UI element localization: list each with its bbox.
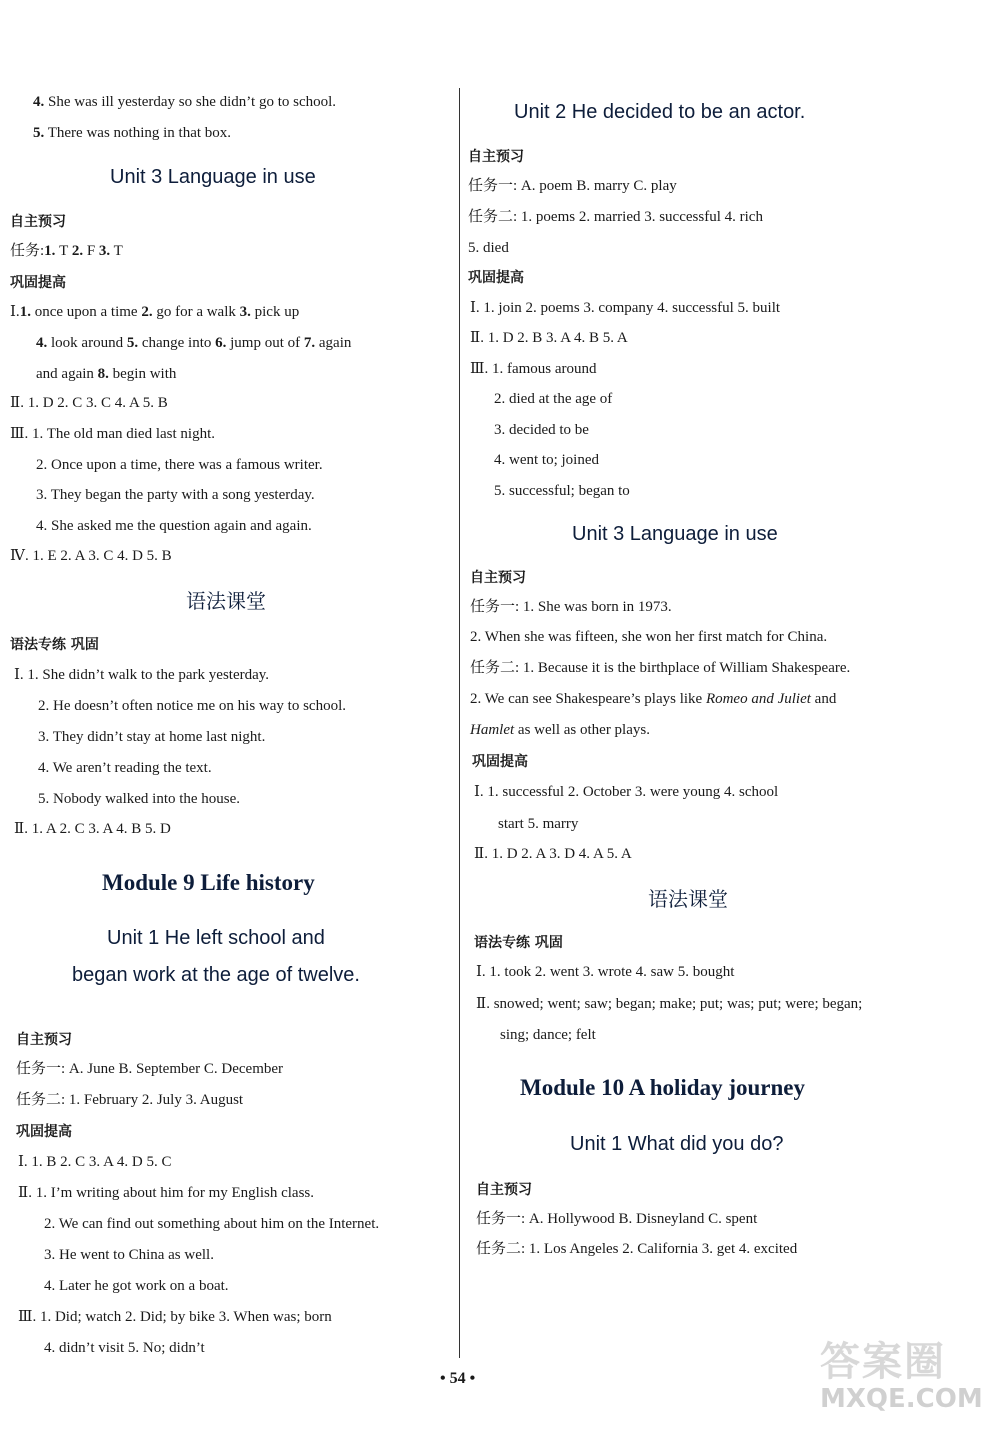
- answer-line: start 5. marry: [498, 816, 579, 832]
- answer-line: 3. They began the party with a song yesterday.: [36, 487, 315, 503]
- answer-line: Ⅰ. 1. took 2. went 3. wrote 4. saw 5. bought: [476, 964, 735, 980]
- answer-line: 2. When she was fifteen, she won her first match for China.: [470, 629, 828, 645]
- answer-line: Ⅱ. snowed; went; saw; began; make; put; was; put; were; began;: [476, 996, 863, 1012]
- section-heading-preview: 自主预习: [470, 570, 526, 586]
- answer-line: Ⅳ. 1. E 2. A 3. C 4. D 5. B: [10, 548, 172, 564]
- section-heading-preview: 自主预习: [16, 1032, 72, 1048]
- answer-line: 任务:1. T 2. F 3. T: [10, 243, 123, 259]
- section-heading-preview: 自主预习: [476, 1182, 532, 1198]
- section-heading-consolidate: 巩固提高: [10, 275, 66, 291]
- answer-line: 2. He doesn’t often notice me on his way to school.: [38, 698, 346, 714]
- answer-line: 任务二: 1. poems 2. married 3. successful 4. rich: [468, 209, 763, 225]
- answer-line: 任务一: A. Hollywood B. Disneyland C. spent: [476, 1211, 758, 1227]
- answer-line: 2. We can find out something about him on the Internet.: [44, 1216, 380, 1232]
- unit-title: Unit 3 Language in use: [572, 523, 778, 545]
- answer-line: Ⅰ. 1. successful 2. October 3. were young 4. school: [474, 784, 779, 800]
- unit-title: Unit 2 He decided to be an actor.: [514, 101, 806, 123]
- answer-line: Ⅰ.1. once upon a time 2. go for a walk 3. pick up: [10, 304, 300, 320]
- answer-line: 4. She asked me the question again and again.: [36, 518, 312, 534]
- answer-line: 3. He went to China as well.: [44, 1247, 214, 1263]
- unit-title: Unit 1 He left school and: [107, 927, 325, 949]
- answer-line: 4. didn’t visit 5. No; didn’t: [44, 1340, 205, 1356]
- answer-line: 4. She was ill yesterday so she didn’t go to school.: [33, 94, 337, 110]
- answer-line: Ⅱ. 1. A 2. C 3. A 4. B 5. D: [14, 821, 171, 837]
- answer-line: Ⅱ. 1. D 2. A 3. D 4. A 5. A: [474, 846, 632, 862]
- answer-line: 2. Once upon a time, there was a famous writer.: [36, 457, 323, 473]
- answer-line: 4. Later he got work on a boat.: [44, 1278, 229, 1294]
- unit-title-cont: began work at the age of twelve.: [72, 964, 360, 986]
- module-title: Module 9 Life history: [102, 870, 315, 895]
- answer-line: Ⅰ. 1. join 2. poems 3. company 4. successful 5. built: [470, 300, 781, 316]
- section-heading-grammar: 语法专练 巩固: [474, 935, 563, 951]
- answer-line: Ⅰ. 1. She didn’t walk to the park yesterday.: [14, 667, 270, 683]
- answer-line: 2. We can see Shakespeare’s plays like Romeo and Juliet and: [470, 691, 837, 707]
- answer-line: 5. There was nothing in that box.: [33, 125, 232, 141]
- answer-line: Ⅰ. 1. B 2. C 3. A 4. D 5. C: [18, 1154, 172, 1170]
- watermark-logo: [820, 1340, 990, 1420]
- section-heading-preview: 自主预习: [10, 214, 66, 230]
- answer-line: Ⅲ. 1. Did; watch 2. Did; by bike 3. When was; born: [18, 1309, 332, 1325]
- answer-line: Ⅲ. 1. famous around: [470, 361, 597, 377]
- answer-line: Ⅱ. 1. D 2. B 3. A 4. B 5. A: [470, 330, 628, 346]
- section-heading-consolidate: 巩固提高: [468, 270, 524, 286]
- answer-line: 任务一: 1. She was born in 1973.: [470, 599, 672, 615]
- answer-line: and again 8. begin with: [36, 366, 177, 382]
- answer-line: Ⅱ. 1. I’m writing about him for my English class.: [18, 1185, 314, 1201]
- module-title: Module 10 A holiday journey: [520, 1075, 805, 1100]
- answer-line: 5. successful; began to: [494, 483, 630, 499]
- answer-line: 任务二: 1. Los Angeles 2. California 3. get 4. excited: [476, 1241, 798, 1257]
- answer-line: Ⅲ. 1. The old man died last night.: [10, 426, 215, 442]
- answer-line: 任务二: 1. February 2. July 3. August: [16, 1092, 244, 1108]
- answer-line: 任务一: A. poem B. marry C. play: [468, 178, 677, 194]
- answer-line: 5. died: [468, 240, 509, 256]
- section-heading-grammar: 语法专练 巩固: [10, 637, 99, 653]
- column-divider: [459, 88, 460, 1358]
- answer-line: 3. They didn’t stay at home last night.: [38, 729, 266, 745]
- section-heading-consolidate: 巩固提高: [16, 1124, 72, 1140]
- answer-line: 4. look around 5. change into 6. jump out of 7. again: [36, 335, 352, 351]
- section-heading-consolidate: 巩固提高: [472, 754, 528, 770]
- unit-title: Unit 1 What did you do?: [570, 1133, 784, 1155]
- answer-line: 4. went to; joined: [494, 452, 599, 468]
- answer-line: 任务一: A. June B. September C. December: [16, 1061, 284, 1077]
- page-number: • 54 •: [440, 1370, 476, 1387]
- answer-line: sing; dance; felt: [500, 1027, 596, 1043]
- answer-line: 3. decided to be: [494, 422, 589, 438]
- grammar-title: 语法课堂: [186, 589, 266, 613]
- section-heading-preview: 自主预习: [468, 149, 524, 165]
- answer-line: 4. We aren’t reading the text.: [38, 760, 212, 776]
- answer-line: Hamlet as well as other plays.: [470, 722, 650, 738]
- watermark-url: MXQE.COM: [820, 1384, 983, 1414]
- grammar-title: 语法课堂: [648, 887, 728, 911]
- answer-line: 任务二: 1. Because it is the birthplace of William Shakespeare.: [470, 660, 851, 676]
- answer-line: 5. Nobody walked into the house.: [38, 791, 241, 807]
- watermark-text: 答案圈: [820, 1339, 946, 1385]
- answer-line: Ⅱ. 1. D 2. C 3. C 4. A 5. B: [10, 395, 168, 411]
- unit-title: Unit 3 Language in use: [110, 166, 316, 188]
- answer-line: 2. died at the age of: [494, 391, 613, 407]
